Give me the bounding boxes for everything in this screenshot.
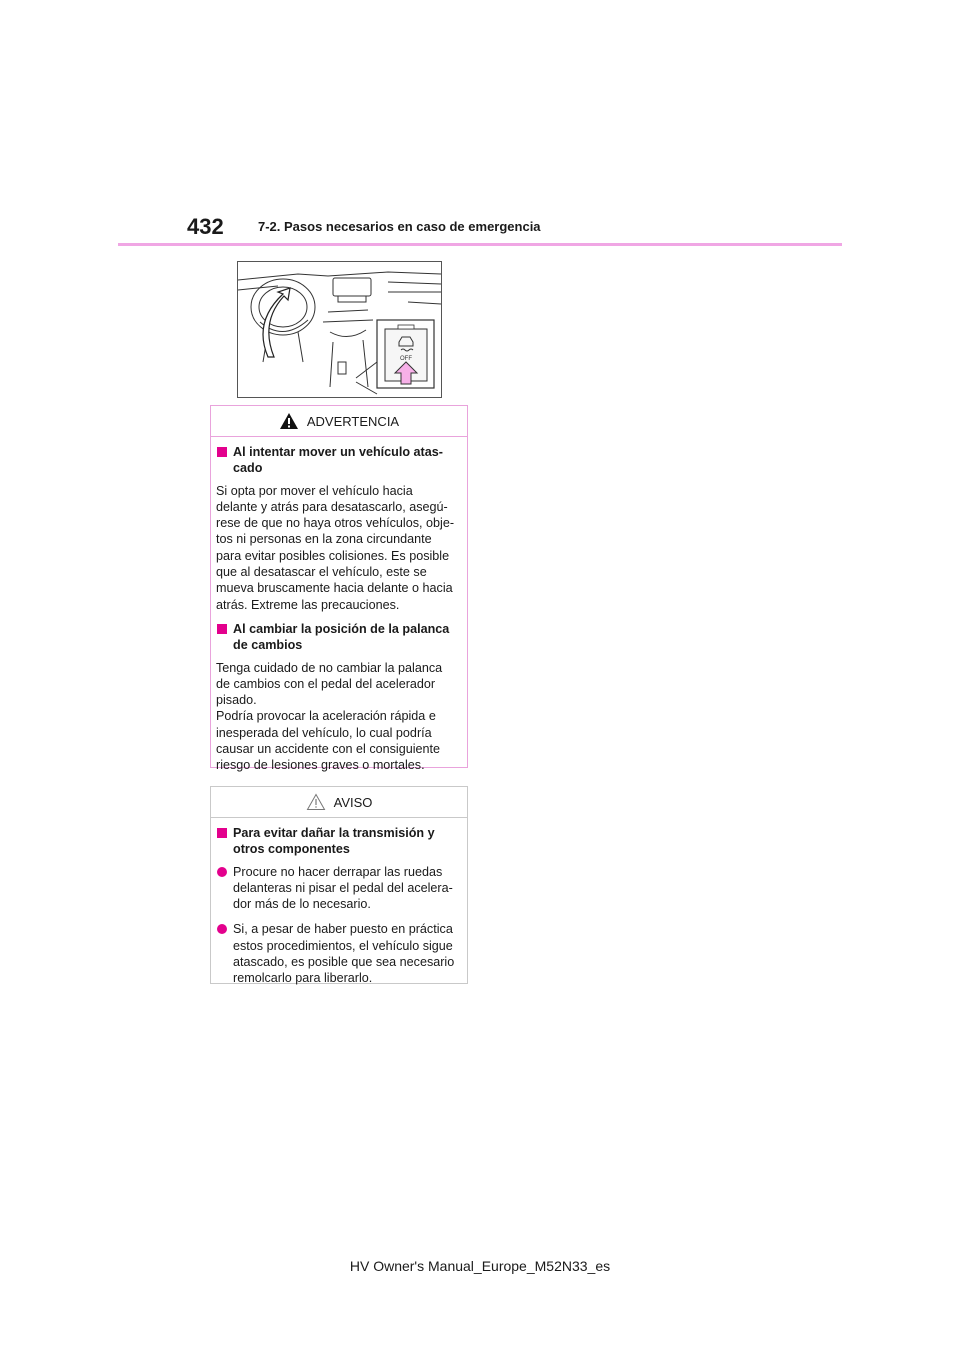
warning-title: ADVERTENCIA [306, 413, 400, 429]
footer-manual-id: HV Owner's Manual_Europe_M52N33_es [349, 1258, 611, 1274]
notice-title: AVISO [333, 794, 373, 810]
warning-heading-stuck: Al intentar mover un vehículo atas- cado [216, 444, 462, 477]
dashboard-drawing [238, 262, 441, 397]
caution-triangle-icon [306, 793, 326, 811]
square-bullet-icon [217, 828, 227, 838]
header-rule [118, 243, 842, 246]
notice-box [210, 786, 468, 984]
section-title: 7-2. Pasos necesarios en caso de emergencia [258, 219, 541, 234]
warning-header [211, 406, 467, 437]
button-off-label: OFF [400, 356, 412, 362]
round-bullet-icon [217, 867, 227, 877]
square-bullet-icon [217, 447, 227, 457]
warning-paragraph-stuck: Si opta por mover el vehículo hacia delante y atrás para desatascarlo, asegú- rese de que no haya otros vehículos, obje- tos ni personas en la zona circundante para evitar posibles colisiones. Es posible que al desatascar el vehículo, este se mueva bruscamente hacia delante o hacia atrás. Extreme las precauciones. [216, 483, 455, 612]
notice-bullet-tow: Si, a pesar de haber puesto en práctica estos procedimientos, el vehículo sigue atascado, es posible que sea necesario remolcarlo para liberarlo. [216, 921, 462, 986]
dashboard-illustration [237, 261, 442, 398]
warning-box [210, 405, 468, 773]
notice-bullet-wheelspin: Procure no hacer derrapar las ruedas delanteras ni pisar el pedal del acelera- dor más de lo necesario. [216, 864, 462, 913]
round-bullet-icon [217, 924, 227, 934]
warning-triangle-icon [279, 412, 299, 430]
page-number: 432 [187, 214, 224, 239]
warning-paragraph-shift: Tenga cuidado de no cambiar la palanca de cambios con el pedal del acelerador pisado. Podría provocar la aceleración rápida e inesperada del vehículo, lo cual podría causar un accidente con el consiguiente riesgo de lesiones graves o mortales. [216, 660, 443, 773]
notice-header [211, 787, 467, 818]
square-bullet-icon [217, 624, 227, 634]
notice-heading: Para evitar dañar la transmisión y otros componentes [216, 825, 462, 858]
warning-heading-shift: Al cambiar la posición de la palanca de cambios [216, 621, 462, 654]
curved-arrow-icon [263, 288, 290, 357]
